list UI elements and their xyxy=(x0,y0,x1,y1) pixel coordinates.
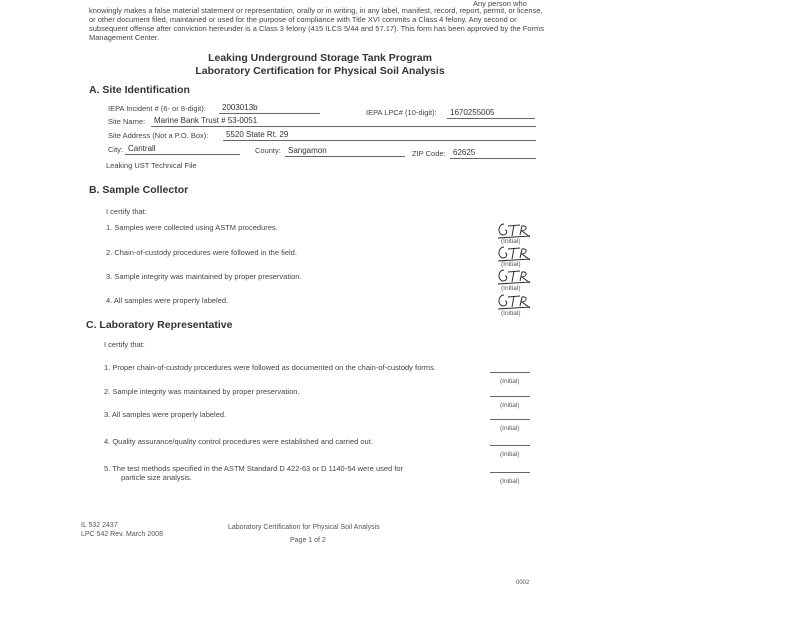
collector-item-1: 1. Samples were collected using ASTM procedures. xyxy=(106,223,278,232)
zip-value: 62625 xyxy=(453,148,476,157)
site-address-value: 5520 State Rt. 29 xyxy=(226,130,289,139)
site-address-underline xyxy=(223,140,536,141)
footer-page-number: Page 1 of 2 xyxy=(290,537,326,544)
lab-initial-line-1 xyxy=(490,372,530,373)
incident-value: 2003013b xyxy=(222,103,258,112)
form-title-line-2: Laboratory Certification for Physical Soil Analysis xyxy=(195,65,445,77)
collector-item-4: 4. All samples were properly labeled. xyxy=(106,296,229,305)
county-label: County: xyxy=(255,146,281,155)
zip-underline xyxy=(450,158,536,159)
footer-form-id: IL 532 2437 xyxy=(81,522,118,529)
lab-item-2: 2. Sample integrity was maintained by proper preservation. xyxy=(104,387,300,396)
city-label: City: xyxy=(108,145,123,154)
footer-revision: LPC 542 Rev. March 2008 xyxy=(81,531,163,538)
city-underline xyxy=(125,154,240,155)
collector-initials-4-signature xyxy=(494,291,534,311)
lab-item-5: 5. The test methods specified in the ASTM Standard D 422-63 or D 1140-54 were used for xyxy=(104,464,404,473)
collector-item-2: 2. Chain-of-custody procedures were followed in the field. xyxy=(106,248,297,257)
site-name-label: Site Name: xyxy=(108,117,146,126)
lpc-value: 1670255005 xyxy=(450,108,495,117)
lab-initial-label-4: (Initial) xyxy=(500,451,520,458)
lab-initial-label-3: (Initial) xyxy=(500,425,520,432)
collector-initials-2-signature xyxy=(494,243,534,263)
lab-item-3: 3. All samples were properly labeled. xyxy=(104,410,227,419)
section-c-heading: C. Laboratory Representative xyxy=(86,319,233,331)
lab-initial-line-3 xyxy=(490,419,530,420)
site-name-value: Marine Bank Trust # 53-0051 xyxy=(154,116,258,125)
incident-label: IEPA Incident # (6- or 8-digit): xyxy=(108,104,206,113)
lab-initial-line-4 xyxy=(490,445,530,446)
city-value: Cantrall xyxy=(128,144,156,153)
lpc-underline xyxy=(447,118,535,119)
lpc-label: IEPA LPC# (10-digit): xyxy=(366,108,437,117)
site-name-underline xyxy=(151,126,536,127)
section-a-heading: A. Site Identification xyxy=(89,84,190,96)
header-line-4: Management Center. xyxy=(89,33,160,42)
lab-initial-line-2 xyxy=(490,396,530,397)
incident-underline xyxy=(219,113,320,114)
collector-initial-label-3: (Initial) xyxy=(501,285,521,292)
section-b-certify: I certify that: xyxy=(106,207,147,216)
collector-initial-label-2: (Initial) xyxy=(501,261,521,268)
zip-label: ZIP Code: xyxy=(412,149,446,158)
collector-initial-label-1: (Initial) xyxy=(501,238,521,245)
section-b-heading: B. Sample Collector xyxy=(89,184,189,196)
collector-initials-3-signature xyxy=(494,266,534,286)
footer-center-title: Laboratory Certification for Physical Soil Analysis xyxy=(228,524,380,531)
lab-initial-label-2: (Initial) xyxy=(500,402,520,409)
lab-item-5-line-2: particle size analysis. xyxy=(121,473,192,482)
header-line-3: subsequent offense after conviction hereunder is a Class 3 felony (415 ILCS 5/44 and 57.17). This form has been approved by the Forms xyxy=(89,24,544,33)
section-c-certify: I certify that: xyxy=(104,340,145,349)
bates-number: 0002 xyxy=(516,580,530,586)
lab-initial-label-1: (Initial) xyxy=(500,378,520,385)
form-title-line-1: Leaking Underground Storage Tank Program xyxy=(208,52,432,64)
lab-initial-label-5: (Initial) xyxy=(500,478,520,485)
site-address-label: Site Address (Not a P.O. Box): xyxy=(108,131,209,140)
lab-initial-line-5 xyxy=(490,472,530,473)
collector-initial-label-4: (Initial) xyxy=(501,310,521,317)
county-value: Sangamon xyxy=(288,146,327,155)
collector-initials-1-signature xyxy=(494,220,534,240)
technical-file-label: Leaking UST Technical File xyxy=(106,161,197,170)
county-underline xyxy=(285,156,405,157)
header-fragment: Any person who xyxy=(473,0,527,8)
header-line-1: knowingly makes a false material statement or representation, orally or in writing, in any label, manifest, record, report, permit, or license, xyxy=(89,6,543,15)
lab-item-4: 4. Quality assurance/quality control procedures were established and carried out. xyxy=(104,437,373,446)
collector-item-3: 3. Sample integrity was maintained by proper preservation. xyxy=(106,272,302,281)
header-line-2: or other document filed, maintained or used for the purpose of compliance with Title XVI commits a Class 4 felony. Any second or xyxy=(89,15,517,24)
lab-item-1: 1. Proper chain-of-custody procedures were followed as documented on the chain-of-custody forms. xyxy=(104,363,436,372)
